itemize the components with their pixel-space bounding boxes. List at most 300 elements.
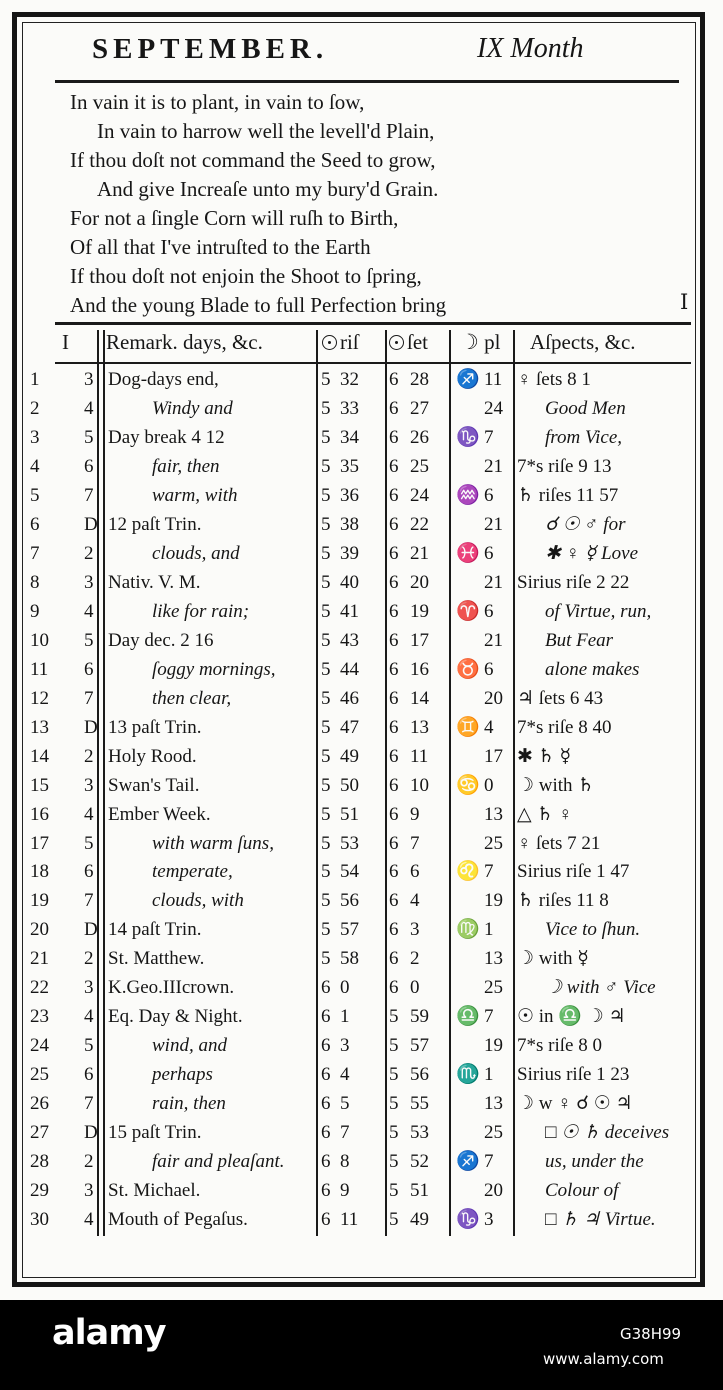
sunset-hour: 5 [389,1035,399,1057]
day-of-month: 10 [30,629,49,651]
weekday: 3 [84,571,94,593]
sunrise-minute: 57 [340,919,359,941]
header-bottom-rule [55,362,691,364]
day-of-month: 18 [30,861,49,883]
moon-degree: 6 [484,600,494,622]
day-of-month: 22 [30,977,49,999]
sunset-hour: 6 [389,919,399,941]
remark: fair, then [152,455,220,477]
moon-degree: 24 [484,397,503,419]
moon-degree: 13 [484,1093,503,1115]
remark: 14 paſt Trin. [108,919,202,941]
remark: Dog-days end, [108,369,219,390]
day-of-month: 21 [30,948,49,970]
aspect: Sirius riſe 2 22 [517,571,630,593]
aspect: us, under the [545,1151,644,1173]
sunset-hour: 6 [389,397,399,419]
moon-sign: ♓ [456,542,480,564]
verse-line: In vain to harrow well the levell'd Plain, [97,119,435,143]
moon-sign: ♋ [456,774,480,796]
day-of-month: 2 [30,397,40,419]
sunrise-hour: 6 [321,1151,331,1173]
aspect: Sirius riſe 1 23 [517,1064,630,1086]
aspect: □ ♄ ♃ Virtue. [545,1209,656,1231]
sunrise-minute: 36 [340,484,359,506]
sunset-minute: 26 [410,426,429,448]
moon-degree: 13 [484,948,503,970]
remark: 15 paſt Trin. [108,1122,202,1144]
aspect: Good Men [545,397,626,419]
day-of-month: 25 [30,1064,49,1086]
sunset-minute: 24 [410,484,429,506]
moon-degree: 25 [484,1122,503,1144]
sunrise-minute: 35 [340,455,359,477]
remark: with warm ſuns, [152,832,274,854]
sunrise-minute: 3 [340,1035,350,1057]
sunset-minute: 17 [410,629,429,651]
sunrise-hour: 6 [321,1180,331,1202]
sunrise-hour: 6 [321,1209,331,1231]
verse-line: In vain it is to plant, in vain to ſow, [70,90,365,114]
col-header-remarks: Remark. days, &c. [106,330,263,354]
sunset-minute: 57 [410,1035,429,1057]
weekday: D [84,716,98,738]
aspect: ✱ ♀ ☿ Love [545,542,639,564]
sunrise-minute: 47 [340,716,359,738]
remark: ſoggy mornings, [152,658,276,680]
weekday: 4 [84,1209,94,1231]
sunset-hour: 6 [389,716,399,738]
col-rule [385,330,387,1236]
sunrise-minute: 49 [340,745,359,767]
aspect: ♀ ſets 8 1 [517,369,591,390]
sunset-hour: 6 [389,426,399,448]
sunset-minute: 21 [410,542,429,564]
sunrise-hour: 5 [321,803,331,825]
sunrise-minute: 39 [340,542,359,564]
day-of-month: 20 [30,919,49,941]
sunset-minute: 16 [410,658,429,680]
moon-sign: ♎ [456,1006,480,1028]
moon-degree: 19 [484,1035,503,1057]
sunset-minute: 19 [410,600,429,622]
aspect: 7*s riſe 8 0 [517,1035,602,1057]
sunrise-hour: 5 [321,600,331,622]
aspect: ♄ riſes 11 8 [517,890,609,912]
sunset-minute: 25 [410,455,429,477]
aspect: 7*s riſe 8 40 [517,716,612,738]
sunset-hour: 6 [389,629,399,651]
sunset-hour: 6 [389,455,399,477]
sunset-hour: 6 [389,948,399,970]
aspect: Sirius riſe 1 47 [517,861,630,883]
weekday: 6 [84,1064,94,1086]
moon-degree: 6 [484,658,494,680]
sunrise-hour: 5 [321,745,331,767]
header-top-rule [55,322,691,325]
day-of-month: 27 [30,1122,49,1144]
watermark-image-id: G38H99 [620,1325,682,1343]
day-of-month: 24 [30,1035,49,1057]
weekday: 7 [84,890,94,912]
col-header-sun-rise [322,330,359,355]
remark: temperate, [152,861,233,883]
sunrise-minute: 43 [340,629,359,651]
sunset-hour: 6 [389,890,399,912]
weekday: D [84,1122,98,1144]
remark: St. Michael. [108,1180,201,1202]
remark: Holy Rood. [108,745,197,767]
aspect: □ ☉ ♄ deceives [545,1122,670,1144]
sunset-minute: 13 [410,716,429,738]
sunset-hour: 6 [389,832,399,854]
month-title: SEPTEMBER. [92,33,329,65]
col-header-sun-set [389,330,428,355]
aspect: ✱ ♄ ☿ [517,745,572,767]
remark: St. Matthew. [108,948,205,970]
sunset-hour: 5 [389,1006,399,1028]
remark: Windy and [152,397,233,419]
day-of-month: 19 [30,890,49,912]
aspect: ☌ ☉ ♂ for [545,513,626,535]
sunset-minute: 6 [410,861,420,883]
sunset-minute: 28 [410,369,429,390]
weekday: 2 [84,1151,94,1173]
moon-degree: 20 [484,1180,503,1202]
sunset-minute: 11 [410,745,429,767]
month-number: IX Month [477,33,584,64]
sunrise-hour: 5 [321,861,331,883]
sun-icon [322,335,337,350]
moon-degree: 6 [484,542,494,564]
aspect: ☽ with ♂ Vice [545,977,656,999]
weekday: 2 [84,542,94,564]
sunrise-hour: 5 [321,890,331,912]
sunrise-minute: 50 [340,774,359,796]
day-of-month: 7 [30,542,40,564]
moon-degree: 20 [484,687,503,709]
verse-line: If thou doſt not command the Seed to grow, [70,148,436,172]
moon-degree: 7 [484,426,494,448]
remark: Ember Week. [108,803,211,825]
sunset-minute: 2 [410,948,420,970]
weekday: D [84,919,98,941]
sunrise-minute: 41 [340,600,359,622]
sunset-hour: 6 [389,513,399,535]
day-of-month: 29 [30,1180,49,1202]
sunset-hour: 5 [389,1180,399,1202]
verse-line: And the young Blade to full Perfection bring [70,293,447,317]
aspect: △ ♄ ♀ [517,803,573,825]
moon-degree: 4 [484,716,494,738]
moon-degree: 21 [484,455,503,477]
remark: rain, then [152,1093,226,1115]
moon-degree: 1 [484,919,494,941]
sunrise-hour: 5 [321,919,331,941]
moon-sign: ♐ [456,369,480,390]
sunset-hour: 6 [389,861,399,883]
aspect: ♃ ſets 6 43 [517,687,604,709]
moon-degree: 21 [484,571,503,593]
verse-line: For not a ſingle Corn will ruſh to Birth, [70,206,399,230]
weekday: 5 [84,629,94,651]
moon-degree: 7 [484,1006,494,1028]
weekday: 3 [84,774,94,796]
col-header-moon-place: ☽ pl [460,330,501,354]
sunrise-minute: 5 [340,1093,350,1115]
weekday: 7 [84,484,94,506]
moon-degree: 7 [484,1151,494,1173]
sunrise-minute: 8 [340,1151,350,1173]
sunset-hour: 6 [389,369,399,390]
sunrise-minute: 0 [340,977,350,999]
moon-degree: 6 [484,484,494,506]
moon-sign: ♍ [456,919,480,941]
sunset-hour: 6 [389,571,399,593]
sunrise-minute: 34 [340,426,359,448]
sunset-hour: 6 [389,542,399,564]
weekday: 2 [84,745,94,767]
aspect: Colour of [545,1180,619,1202]
weekday: 5 [84,426,94,448]
sunset-minute: 4 [410,890,420,912]
moon-sign: ♌ [456,861,480,883]
sunrise-minute: 4 [340,1064,350,1086]
day-of-month: 15 [30,774,49,796]
aspect: ☽ with ☿ [517,948,589,970]
moon-sign: ♊ [456,716,480,738]
remark: 12 paſt Trin. [108,513,202,535]
weekday: 4 [84,397,94,419]
col-rule [103,330,105,1236]
sunrise-minute: 32 [340,369,359,390]
day-of-month: 11 [30,658,49,680]
sunset-hour: 5 [389,1122,399,1144]
moon-degree: 25 [484,832,503,854]
weekday: 3 [84,977,94,999]
sunset-minute: 9 [410,803,420,825]
verse-line: Of all that I've intruſted to the Earth [70,235,371,259]
sunset-minute: 59 [410,1006,429,1028]
sunrise-minute: 58 [340,948,359,970]
remark: warm, with [152,484,238,506]
sunrise-hour: 5 [321,397,331,419]
col-header-day: I [62,330,69,354]
moon-degree: 17 [484,745,503,767]
weekday: 4 [84,803,94,825]
weekday: 4 [84,1006,94,1028]
day-of-month: 12 [30,687,49,709]
sunrise-minute: 46 [340,687,359,709]
aspect: Vice to ſhun. [545,919,641,941]
remark: Swan's Tail. [108,774,200,796]
sunrise-hour: 6 [321,1122,331,1144]
sunrise-hour: 5 [321,716,331,738]
remark: Nativ. V. M. [108,571,201,593]
weekday: 3 [84,369,94,390]
remark: Eq. Day & Night. [108,1006,243,1028]
sunrise-hour: 5 [321,629,331,651]
moon-sign: ♑ [456,426,480,448]
day-of-month: 6 [30,513,40,535]
aspect: from Vice, [545,426,623,448]
aspect: of Virtue, run, [545,600,652,622]
watermark-url: www.alamy.com [543,1350,664,1368]
sunset-hour: 6 [389,774,399,796]
remark: 13 paſt Trin. [108,716,202,738]
sunset-hour: 5 [389,1064,399,1086]
verse-line: If thou doſt not enjoin the Shoot to ſpring, [70,264,422,288]
day-of-month: 14 [30,745,49,767]
remark: K.Geo.IIIcrown. [108,977,235,999]
sunset-minute: 49 [410,1209,429,1231]
sunrise-hour: 6 [321,1064,331,1086]
sunset-minute: 55 [410,1093,429,1115]
weekday: 6 [84,455,94,477]
sunrise-minute: 1 [340,1006,350,1028]
sunrise-hour: 6 [321,1035,331,1057]
weekday: 4 [84,600,94,622]
weekday: 7 [84,1093,94,1115]
sunset-minute: 53 [410,1122,429,1144]
sunrise-hour: 5 [321,426,331,448]
day-of-month: 26 [30,1093,49,1115]
weekday: 6 [84,658,94,680]
sunset-hour: 5 [389,1093,399,1115]
sunset-hour: 6 [389,745,399,767]
sunrise-minute: 53 [340,832,359,854]
sunrise-minute: 44 [340,658,359,680]
watermark-logo: alamy [52,1313,166,1353]
sunrise-minute: 7 [340,1122,350,1144]
day-of-month: 9 [30,600,40,622]
sunset-hour: 6 [389,803,399,825]
moon-sign: ♒ [456,484,480,506]
aspect: ☉ in ♎ ☽ ♃ [517,1006,626,1028]
sunset-minute: 0 [410,977,420,999]
weekday: D [84,513,98,535]
moon-degree: 21 [484,513,503,535]
sunrise-minute: 56 [340,890,359,912]
day-of-month: 17 [30,832,49,854]
sunset-hour: 5 [389,1151,399,1173]
day-of-month: 4 [30,455,40,477]
sunrise-hour: 5 [321,513,331,535]
sunrise-minute: 54 [340,861,359,883]
day-of-month: 1 [30,369,40,390]
sunrise-hour: 5 [321,484,331,506]
col-header-sun-set-label: ſet [407,330,428,354]
moon-sign: ♉ [456,658,480,680]
moon-degree: 25 [484,977,503,999]
sunrise-hour: 5 [321,687,331,709]
day-of-month: 3 [30,426,40,448]
title-rule [55,80,679,83]
sunrise-minute: 51 [340,803,359,825]
sunrise-hour: 6 [321,1006,331,1028]
sunset-minute: 27 [410,397,429,419]
moon-sign: ♑ [456,1209,480,1231]
sun-icon [389,335,404,350]
remark: Mouth of Pegaſus. [108,1209,248,1231]
aspect: ♀ ſets 7 21 [517,832,601,854]
moon-degree: 1 [484,1064,494,1086]
moon-degree: 13 [484,803,503,825]
aspect: But Fear [545,629,614,651]
moon-degree: 0 [484,774,494,796]
sunrise-minute: 33 [340,397,359,419]
col-rule [513,330,515,1236]
moon-degree: 7 [484,861,494,883]
col-rule [97,330,99,1236]
sunset-minute: 22 [410,513,429,535]
sunrise-minute: 9 [340,1180,350,1202]
moon-degree: 3 [484,1209,494,1231]
sunset-minute: 20 [410,571,429,593]
moon-sign: ♈ [456,600,480,622]
sunrise-hour: 5 [321,948,331,970]
sunrise-hour: 5 [321,658,331,680]
day-of-month: 28 [30,1151,49,1173]
moon-degree: 21 [484,629,503,651]
col-header-sun-rise-label: riſ [340,330,359,354]
sunrise-hour: 5 [321,571,331,593]
weekday: 3 [84,1180,94,1202]
sunrise-hour: 5 [321,832,331,854]
sunrise-minute: 38 [340,513,359,535]
sunrise-hour: 5 [321,542,331,564]
moon-degree: 11 [484,369,503,390]
remark: then clear, [152,687,232,709]
col-header-aspects: Aſpects, &c. [530,330,636,354]
aspect: ☽ w ♀ ☌ ☉ ♃ [517,1093,633,1115]
sunset-minute: 14 [410,687,429,709]
sunset-hour: 6 [389,977,399,999]
aspect: alone makes [545,658,640,680]
weekday: 2 [84,948,94,970]
day-of-month: 8 [30,571,40,593]
remark: clouds, and [152,542,240,564]
remark: perhaps [152,1064,213,1086]
weekday: 6 [84,861,94,883]
sunset-minute: 10 [410,774,429,796]
page-mark: I [680,290,689,314]
moon-sign: ♐ [456,1151,480,1173]
sunset-minute: 51 [410,1180,429,1202]
remark: clouds, with [152,890,244,912]
remark: wind, and [152,1035,227,1057]
sunrise-minute: 11 [340,1209,359,1231]
sunset-minute: 56 [410,1064,429,1086]
moon-degree: 19 [484,890,503,912]
aspect: ♄ riſes 11 57 [517,484,619,506]
sunrise-hour: 6 [321,977,331,999]
day-of-month: 23 [30,1006,49,1028]
sunrise-hour: 5 [321,369,331,390]
sunrise-minute: 40 [340,571,359,593]
sunrise-hour: 5 [321,774,331,796]
remark: Day break 4 12 [108,426,225,448]
day-of-month: 16 [30,803,49,825]
weekday: 7 [84,687,94,709]
sunset-minute: 3 [410,919,420,941]
sunset-hour: 6 [389,687,399,709]
day-of-month: 5 [30,484,40,506]
aspect: ☽ with ♄ [517,774,595,796]
sunset-hour: 6 [389,484,399,506]
moon-sign: ♏ [456,1064,480,1086]
day-of-month: 13 [30,716,49,738]
